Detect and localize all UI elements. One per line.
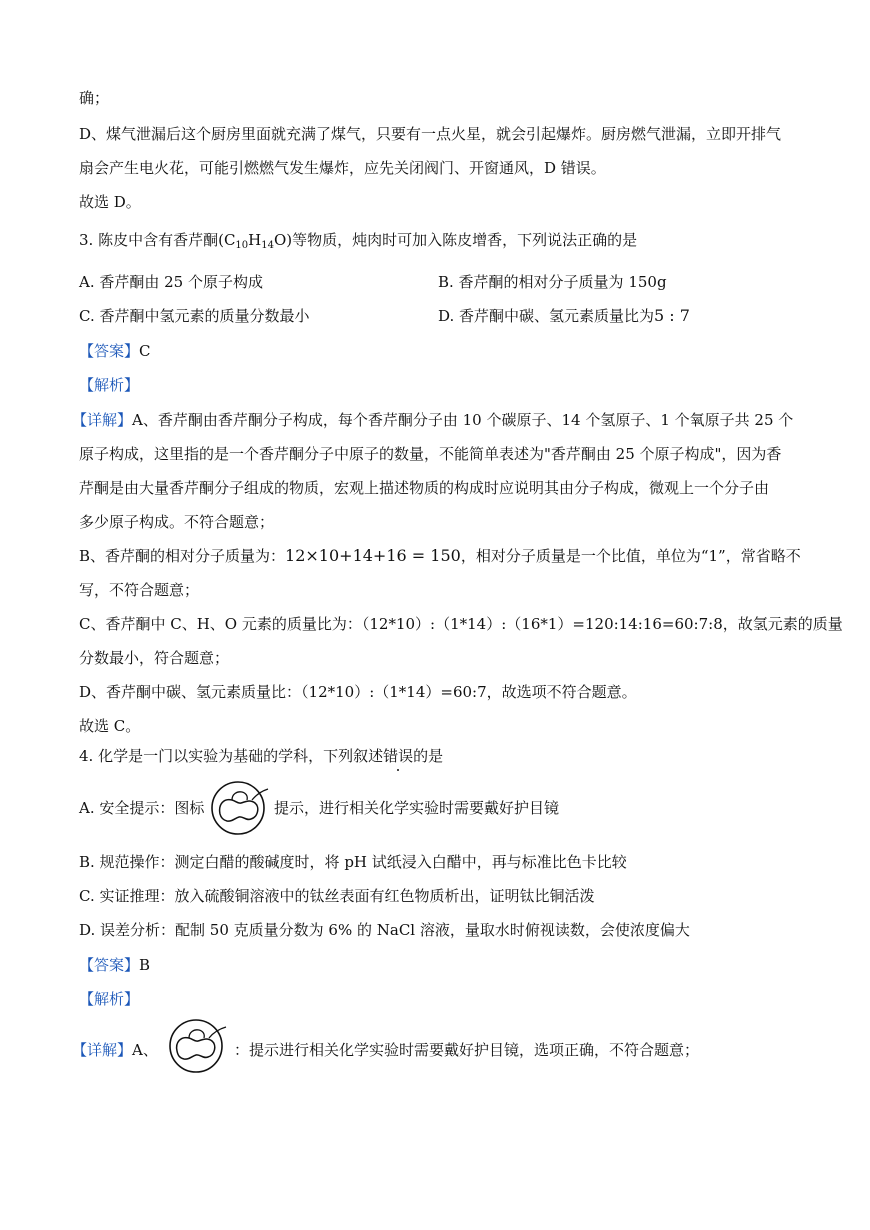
carvone-formula: $C_{10}H_{14}O$ [223,231,287,251]
q4-analysis-tag: 【解析】 [79,990,140,1008]
q3-detail-c2: 分数最小，符合题意； [79,649,230,667]
line-prev-3: 扇会产生电火花，可能引燃燃气发生爆炸，应先关闭阀门、开窗通风，D 错误。 [79,159,606,177]
q3-detail-a1: 【详解】A、香芹酮由香芹酮分子构成，每个香芹酮分子由 10 个碳原子、14 个氢原子、1 个氧原子共 25 个 [72,411,794,429]
line-prev-2: D、煤气泄漏后这个厨房里面就充满了煤气，只要有一点火星，就会引起爆炸。厨房燃气泄漏，立即开排气 [79,125,782,143]
q4-option-a: A. 安全提示：图标 [79,799,205,817]
q3-answer: 【答案】C [79,342,151,360]
q3-option-b: B. 香芹酮的相对分子质量为 150g [438,273,667,291]
q3-detail-d1: D、香芹酮中碳、氢元素质量比：（12*10）:（1*14）=60:7，故选项不符合题意。 [79,683,637,701]
q3-detail-b2: 写，不符合题意； [79,581,200,599]
q4-option-b: B. 规范操作：测定白醋的酸碱度时，将 pH 试纸浸入白醋中，再与标准比色卡比较 [79,853,627,871]
q3-detail-a2: 原子构成，这里指的是一个香芹酮分子中原子的数量，不能简单表述为"香芹酮由 25 个原子构成"，因为香 [79,445,782,463]
line-prev-4: 故选 D。 [79,193,141,211]
q3-detail-a3: 芹酮是由大量香芹酮分子组成的物质，宏观上描述物质的构成时应说明其由分子构成，微观上一个分子由 [79,479,770,497]
q3-conclusion: 故选 C。 [79,717,141,735]
line-prev-1: 确； [79,89,110,107]
q4-stem: 4. 化学是一门以实验为基础的学科，下列叙述错误的是 [79,747,444,765]
goggles-icon [166,1018,230,1074]
q4-option-a-rest: 提示，进行相关化学实验时需要戴好护目镜 [274,799,560,817]
q3-analysis-tag: 【解析】 [79,376,140,394]
q3-detail-c1: C、香芹酮中 C、H、O 元素的质量比为：（12*10）:（1*14）:（16*1）=120:14:16=60:7:8，故氢元素的质量 [79,615,843,633]
q4-detail-a: 【详解】A、 [72,1041,158,1059]
q3-option-d: D. 香芹酮中碳、氢元素质量比为5 : 7 [438,306,690,325]
q3-stem: 3. 陈皮中含有香芹酮$(C_{10}H_{14}O)$等物质，炖肉时可加入陈皮增香，下列说法正确的是 [79,231,638,251]
q3-detail-b1: B、香芹酮的相对分子质量为：12×10+14+16 = 150，相对分子质量是一个比值，单位为“1”，常省略不 [79,546,801,565]
goggles-icon [210,778,272,838]
q4-option-c: C. 实证推理：放入硫酸铜溶液中的钛丝表面有红色物质析出，证明钛比铜活泼 [79,887,595,905]
q4-detail-a-rest: ：提示进行相关化学实验时需要戴好护目镜，选项正确，不符合题意； [234,1041,700,1059]
q4-answer: 【答案】B [79,956,151,974]
q3-option-a: A. 香芹酮由 25 个原子构成 [79,273,263,291]
q3-option-c: C. 香芹酮中氢元素的质量分数最小 [79,307,310,325]
q3-detail-a4: 多少原子构成。不符合题意； [79,513,275,531]
q4-emphasis: 错误 [383,747,414,765]
q4-option-d: D. 误差分析：配制 50 克质量分数为 6% 的 NaCl 溶液，量取水时俯视读数，会使浓度偏大 [79,921,690,939]
